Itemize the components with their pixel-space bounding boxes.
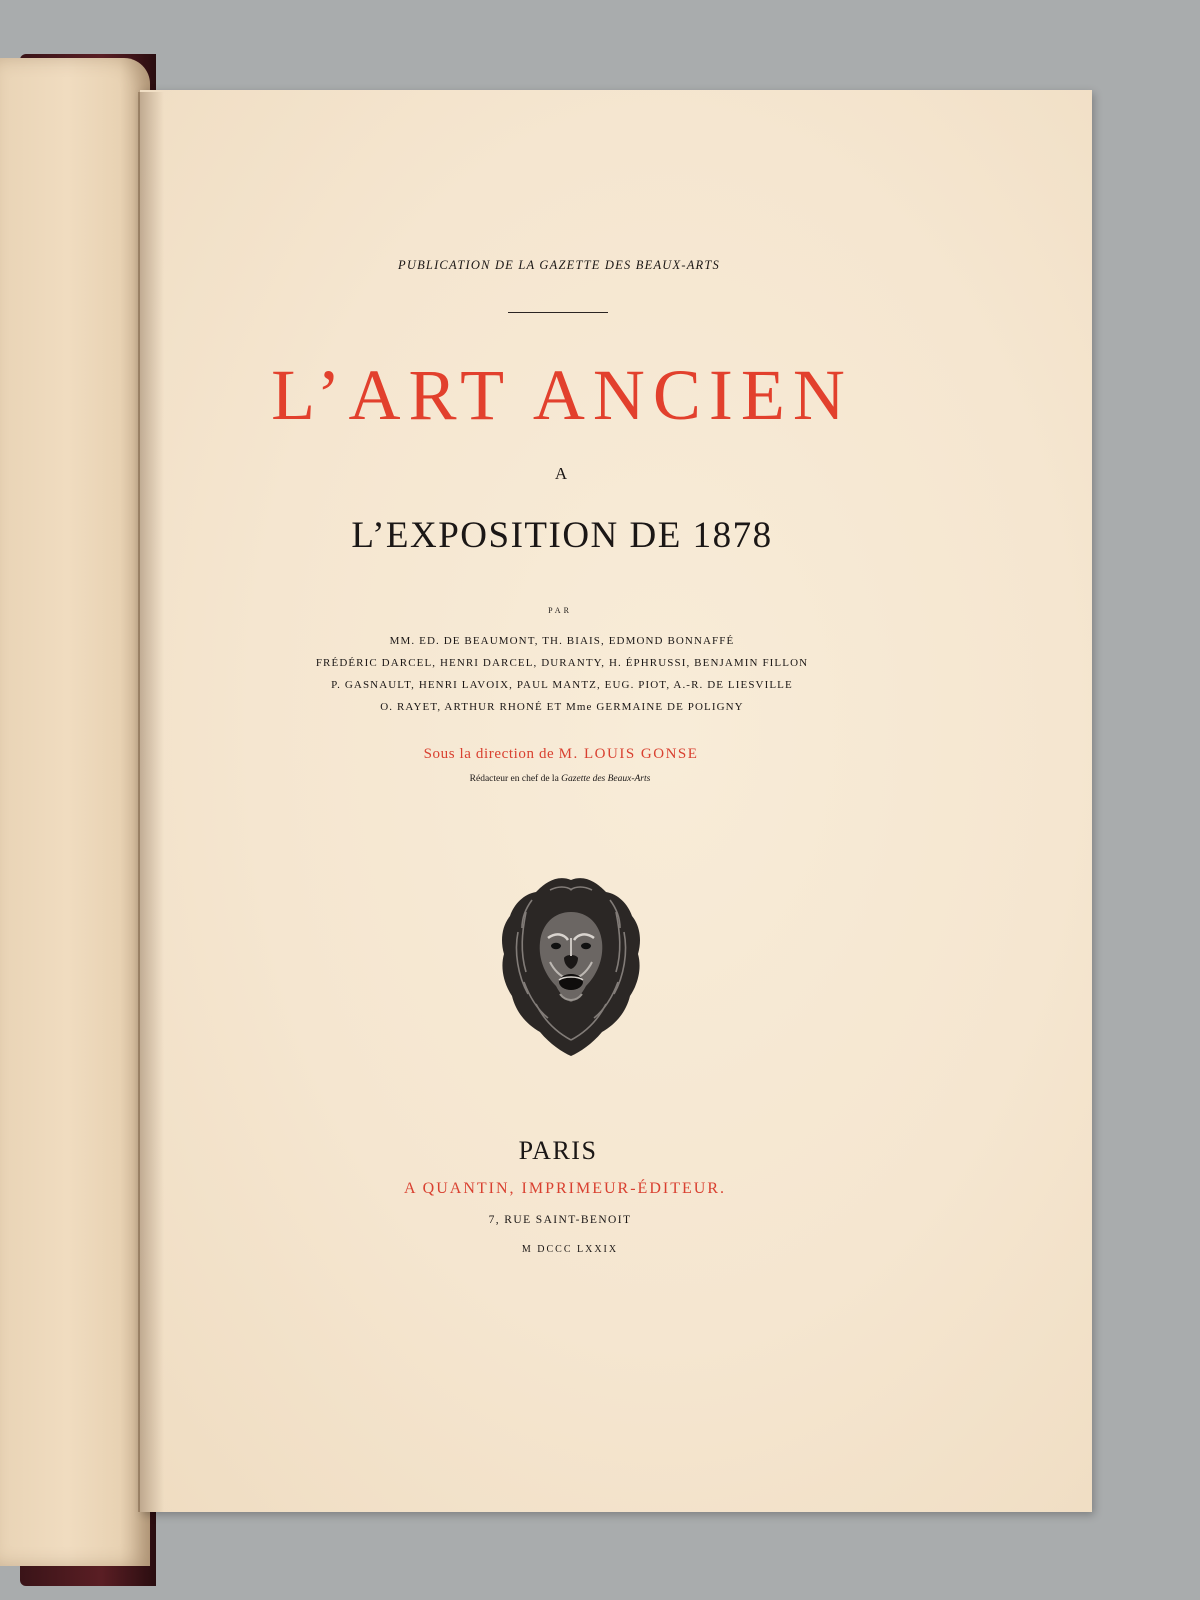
editor-publication: Gazette des Beaux-Arts (561, 774, 651, 784)
publication-line: PUBLICATION DE LA GAZETTE DES BEAUX-ARTS (398, 258, 720, 272)
subtitle: L’EXPOSITION DE 1878 (351, 515, 773, 556)
author-line: P. GASNAULT, HENRI LAVOIX, PAUL MANTZ, EUG. PIOT, A.-R. DE LIESVILLE (331, 679, 793, 691)
publication-year: M DCCC LXXIX (521, 1244, 619, 1255)
address: 7, RUE SAINT-BENOIT (488, 1214, 632, 1226)
author-line: O. RAYET, ARTHUR RHONÉ ET Mme GERMAINE DE POLIGNY (380, 701, 744, 713)
par-label: PAR (548, 606, 572, 615)
left-page (0, 58, 150, 1566)
direction-line (140, 746, 1092, 763)
publisher: A QUANTIN, IMPRIMEUR-ÉDITEUR. (404, 1180, 726, 1197)
right-page (140, 90, 1092, 1512)
author-line: MM. ED. DE BEAUMONT, TH. BIAIS, EDMOND BONNAFFÉ (389, 635, 735, 647)
main-title: L’ART ANCIEN (271, 355, 853, 435)
direction-prefix: Sous la direction de (423, 746, 559, 762)
city: PARIS (518, 1136, 598, 1165)
editor-prefix: Rédacteur en chef de la (469, 774, 562, 784)
director-name: M. LOUIS GONSE (558, 746, 699, 762)
gutter-shadow (138, 92, 164, 1512)
title-connector: A (554, 464, 568, 483)
authors-list (140, 630, 1092, 718)
author-line: FRÉDÉRIC DARCEL, HENRI DARCEL, DURANTY, H. ÉPHRUSSI, BENJAMIN FILLON (315, 657, 809, 669)
title-page (140, 90, 1092, 1512)
lion-head-icon (496, 872, 646, 1062)
title-rule (508, 312, 608, 313)
editor-line (140, 774, 1092, 784)
